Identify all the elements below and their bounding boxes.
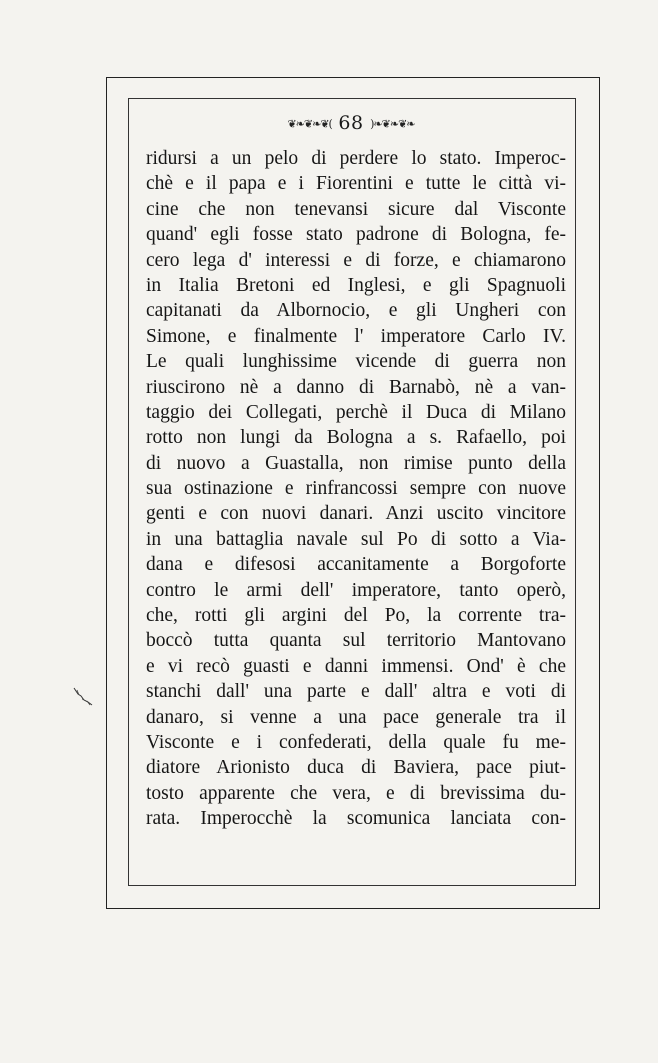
text-line: chè e il papa e i Fiorentini e tutte le città vi- bbox=[146, 173, 566, 195]
text-line: di nuovo a Guastalla, non rimise punto della bbox=[146, 452, 566, 474]
text-line: genti e con nuovi danari. Anzi uscito vincitore bbox=[146, 503, 566, 525]
text-line: rata. Imperocchè la scomunica lanciata con- bbox=[146, 808, 566, 830]
text-line: Le quali lunghissime vicende di guerra non bbox=[146, 351, 566, 373]
text-line: che, rotti gli argini del Po, la corrente tra- bbox=[146, 605, 566, 627]
text-line: in Italia Bretoni ed Inglesi, e gli Spagnuoli bbox=[146, 274, 566, 296]
text-line: ridursi a un pelo di perdere lo stato. Imperoc- bbox=[146, 148, 566, 169]
text-line: taggio dei Collegati, perchè il Duca di Milano bbox=[146, 401, 566, 423]
page-number: 68 bbox=[338, 112, 364, 134]
text-line: e vi recò guasti e danni immensi. Ond' è che bbox=[146, 655, 566, 677]
text-line: boccò tutta quanta sul territorio Mantovano bbox=[146, 630, 566, 652]
text-line: capitanati da Albornocio, e gli Ungheri con bbox=[146, 300, 566, 322]
text-line: Simone, e finalmente l' imperatore Carlo IV. bbox=[146, 325, 566, 347]
text-line: danaro, si venne a una pace generale tra il bbox=[146, 706, 566, 728]
ink-smudge-icon bbox=[72, 686, 96, 708]
body-text bbox=[146, 146, 566, 832]
text-line: dana e difesosi accanitamente a Borgoforte bbox=[146, 554, 566, 576]
text-line: cine che non tenevansi sicure dal Visconte bbox=[146, 198, 566, 220]
text-line: rotto non lungi da Bologna a s. Rafaello, poi bbox=[146, 427, 566, 449]
text-line: tosto apparente che vera, e di brevissima du- bbox=[146, 782, 566, 804]
text-line: sua ostinazione e rinfrancossi sempre con nuove bbox=[146, 478, 566, 500]
text-line: stanchi dall' una parte e dall' altra e voti di bbox=[146, 681, 566, 703]
ornament-right-icon: )❧❦❧❦❧ bbox=[370, 117, 415, 131]
text-line: Visconte e i confederati, della quale fu me- bbox=[146, 731, 566, 753]
page-header bbox=[128, 112, 574, 134]
ornament-left-icon: ❦❧❦❧❦( bbox=[287, 117, 332, 131]
text-line: contro le armi dell' imperatore, tanto operò, bbox=[146, 579, 566, 601]
text-line: riuscirono nè a danno di Barnabò, nè a van- bbox=[146, 376, 566, 398]
text-line: cero lega d' interessi e di forze, e chiamarono bbox=[146, 249, 566, 271]
text-line: diatore Arionisto duca di Baviera, pace piut- bbox=[146, 757, 566, 779]
text-line: quand' egli fosse stato padrone di Bologna, fe- bbox=[146, 224, 566, 246]
text-line: in una battaglia navale sul Po di sotto a Via- bbox=[146, 528, 566, 550]
